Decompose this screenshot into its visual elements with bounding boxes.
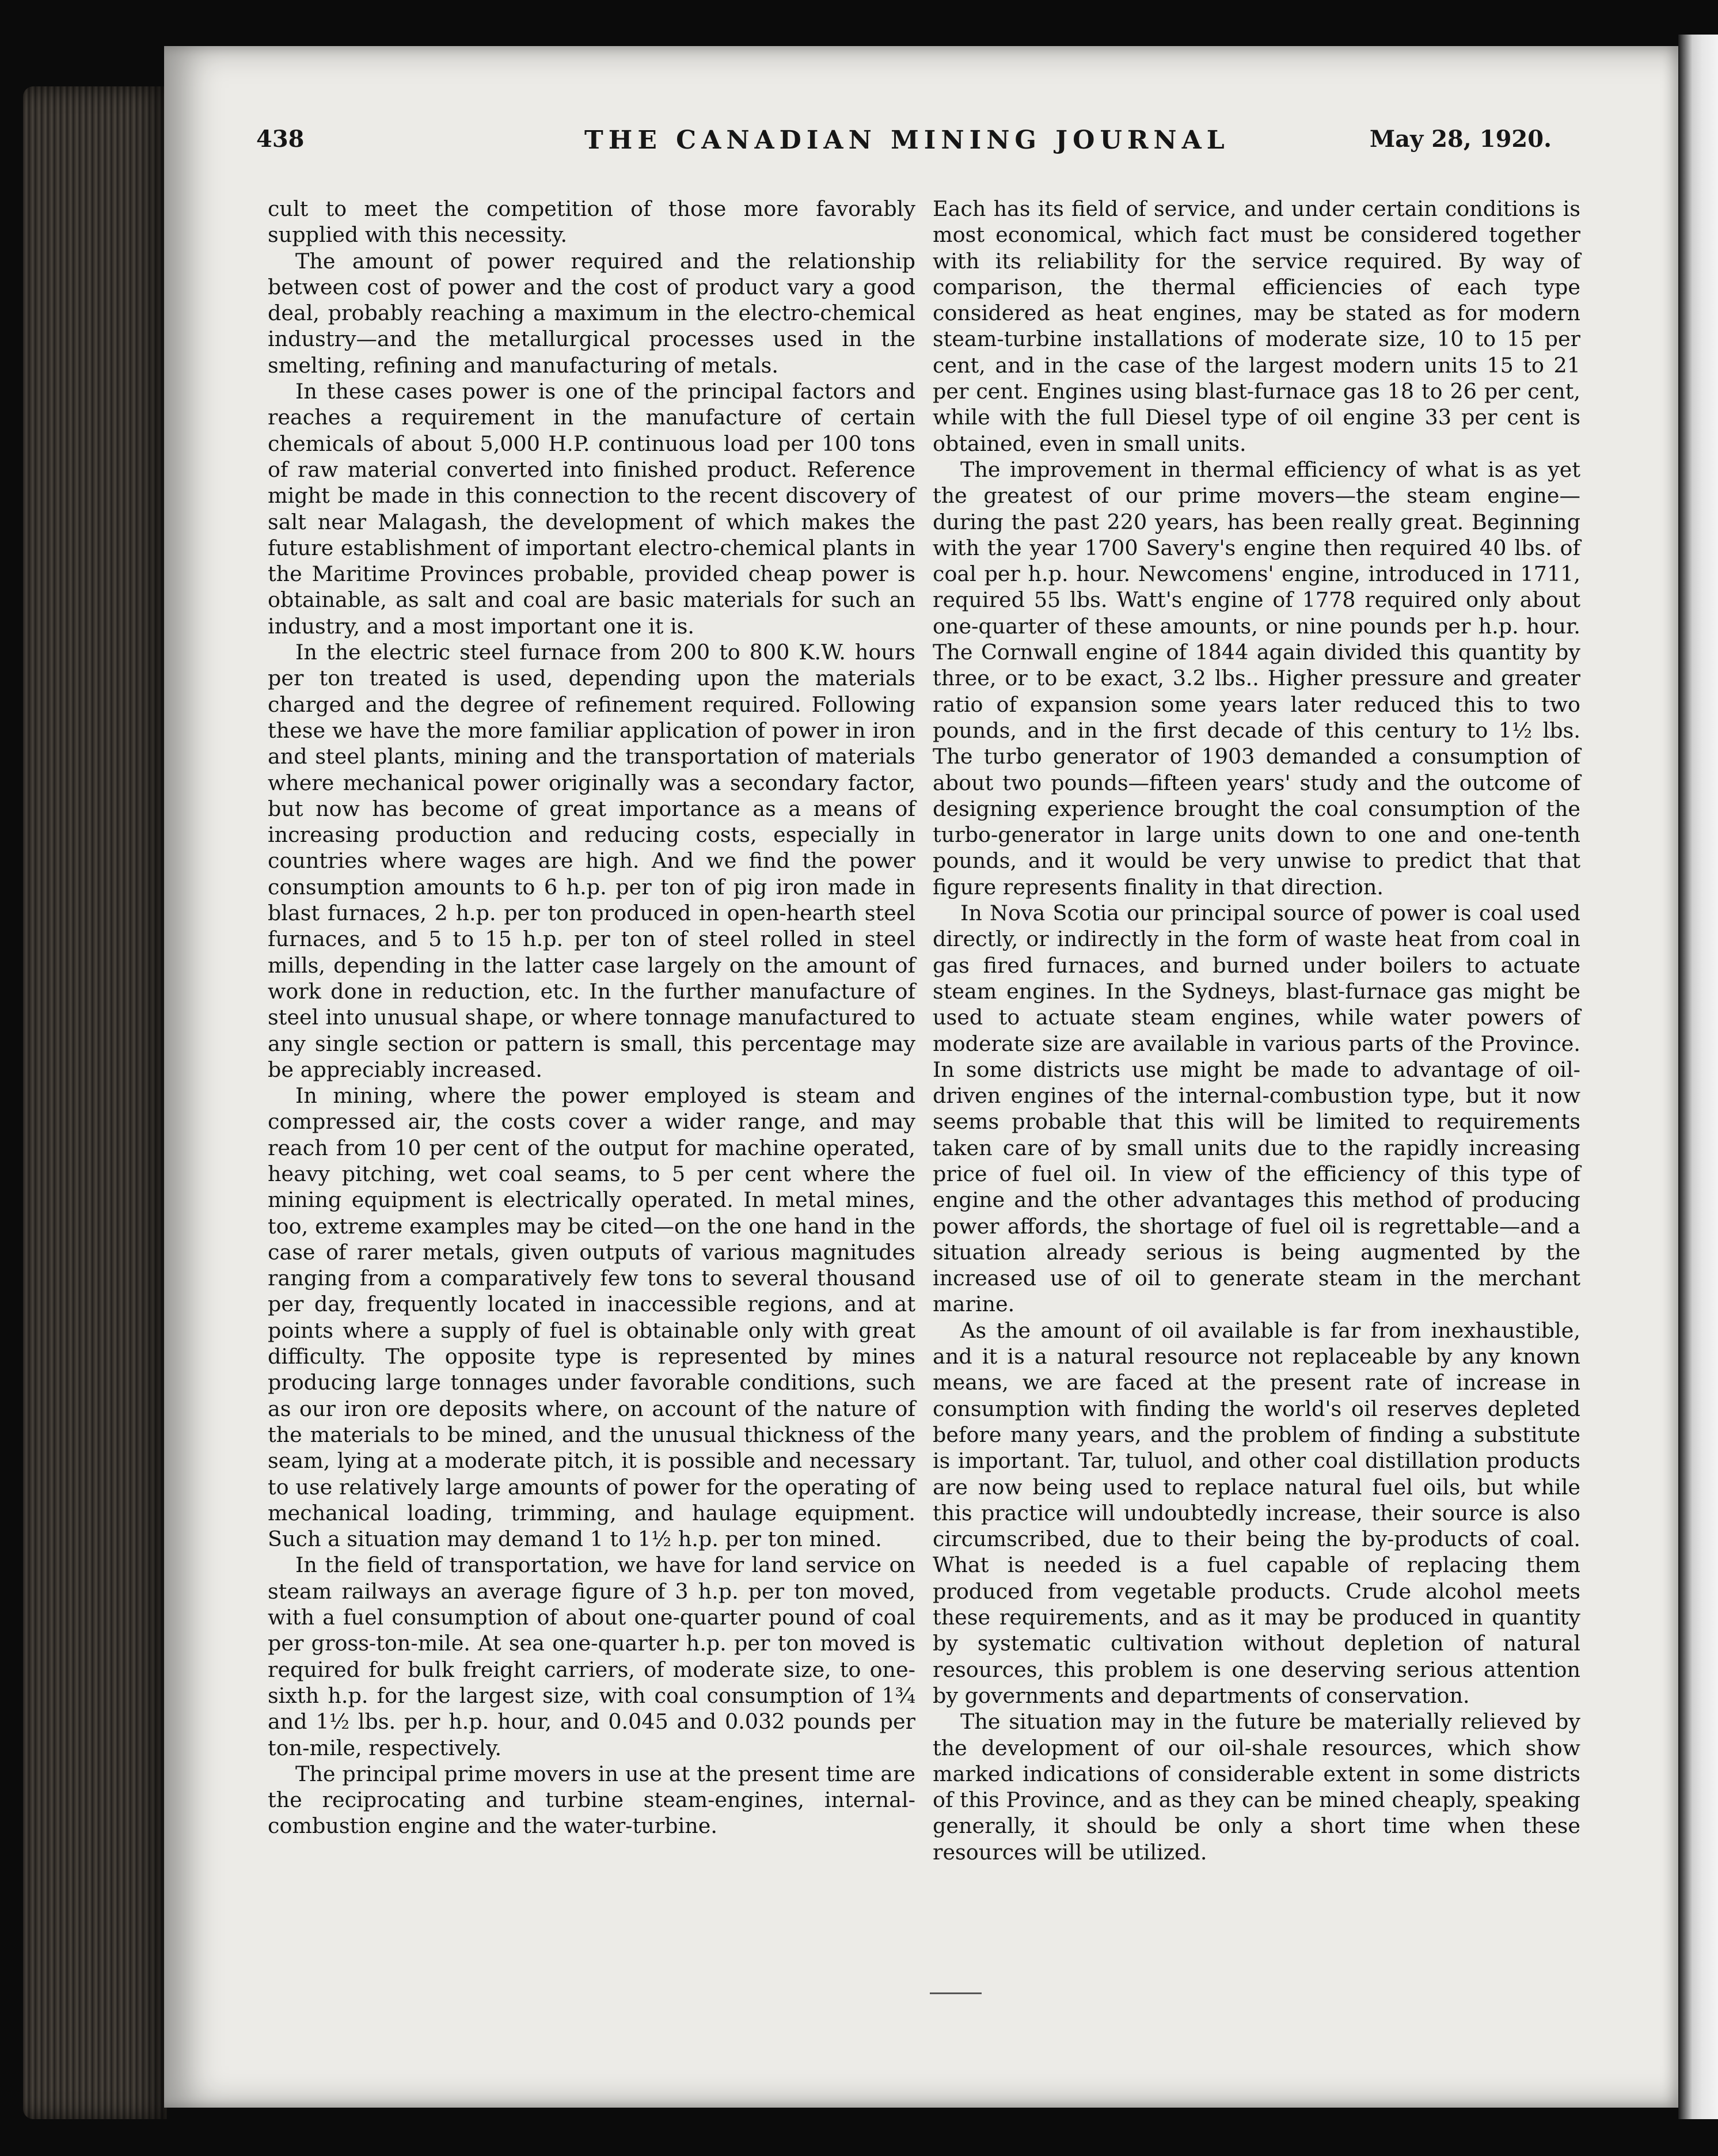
- paragraph: In Nova Scotia our principal source of power is coal used directly, or indirectly in the form of waste heat from coal in gas fired furnaces, and burned under boilers to actuate steam engines. In the Sydneys, blast-furnace gas might be used to actuate steam engines, while water powers of moderate size are available in various parts of the Province. In some districts use might be made to advantage of oil-driven engines of the internal-combustion type, but it now seems probable that this will be limited to requirements taken care of by small units due to the rapidly increasing price of fuel oil. In view of the efficiency of this type of engine and the other advantages this method of producing power affords, the shortage of fuel oil is regrettable—and a situation already serious is being augmented by the increased use of oil to generate steam in the merchant marine.: [933, 901, 1580, 1317]
- issue-date: May 28, 1920.: [1369, 126, 1552, 153]
- facing-page-edge: [1678, 35, 1718, 2119]
- paragraph: In mining, where the power employed is steam and compressed air, the costs cover a wider range, and may reach from 10 per cent of the output for machine operated, heavy pitching, wet coal seams, to 5 per cent where the mining equipment is electrically operated. In metal mines, too, extreme examples may be cited—on the one hand in the case of rarer metals, given outputs of various magnitudes ranging from a comparatively few tons to several thousand per day, frequently located in inaccessible regions, and at points where a supply of fuel is obtainable only with great difficulty. The opposite type is represented by mines producing large tonnages under favorable conditions, such as our iron ore deposits where, on account of the nature of the materials to be mined, and the unusual thickness of the seam, lying at a moderate pitch, it is possible and necessary to use relatively large amounts of power for the operating of mechanical loading, trimming, and haulage equipment. Such a situation may demand 1 to 1½ h.p. per ton mined.: [268, 1083, 915, 1552]
- book-page-edges: [23, 86, 167, 2119]
- paragraph: In these cases power is one of the principal factors and reaches a requirement in the manufacture of certain chemicals of about 5,000 H.P. continuous load per 100 tons of raw material converted into finished product. Reference might be made in this connection to the recent discovery of salt near Malagash, the development of which makes the future establishment of important electro-chemical plants in the Maritime Provinces probable, provided cheap power is obtainable, as salt and coal are basic materials for such an industry, and a most important one it is.: [268, 379, 915, 639]
- paragraph: As the amount of oil available is far from inexhaustible, and it is a natural resource not replaceable by any known means, we are faced at the present rate of increase in consumption with finding the world's oil reserves depleted before many years, and the problem of finding a substitute is important. Tar, tuluol, and other coal distillation products are now being used to replace natural fuel oils, but while this practice will undoubtedly increase, their source is also circumscribed, due to their being the by-products of coal. What is needed is a fuel capable of replacing them produced from vegetable products. Crude alcohol meets these requirements, and as it may be produced in quantity by systematic cultivation without depletion of natural resources, this problem is one deserving serious attention by governments and departments of conservation.: [933, 1318, 1580, 1708]
- page-number: 438: [256, 126, 305, 153]
- journal-title: THE CANADIAN MINING JOURNAL: [584, 126, 1230, 155]
- column-end-rule: [930, 1992, 982, 1994]
- right-column: [933, 196, 1580, 1865]
- running-head: [256, 126, 1552, 166]
- paragraph: In the field of transportation, we have for land service on steam railways an average figure of 3 h.p. per ton moved, with a fuel consumption of about one-quarter pound of coal per gross-ton-mile. At sea one-quarter h.p. per ton moved is required for bulk freight carriers, of moderate size, to one-sixth h.p. for the largest size, with coal consumption of 1¾ and 1½ lbs. per h.p. hour, and 0.045 and 0.032 pounds per ton-mile, respectively.: [268, 1553, 915, 1760]
- paragraph: In the electric steel furnace from 200 to 800 K.W. hours per ton treated is used, depending upon the materials charged and the degree of refinement required. Following these we have the more familiar application of power in iron and steel plants, mining and the transportation of materials where mechanical power originally was a secondary factor, but now has become of great importance as a means of increasing production and reducing costs, especially in countries where wages are high. And we find the power consumption amounts to 6 h.p. per ton of pig iron made in blast furnaces, 2 h.p. per ton produced in open-hearth steel furnaces, and 5 to 15 h.p. per ton of steel rolled in steel mills, depending in the latter case largely on the amount of work done in reduction, etc. In the further manufacture of steel into unusual shape, or where tonnage manufactured to any single section or pattern is small, this percentage may be appreciably increased.: [268, 640, 915, 1082]
- paragraph: cult to meet the competition of those more favorably supplied with this necessity.: [268, 196, 915, 248]
- paragraph: The situation may in the future be materially relieved by the development of our oil-shale resources, which show marked indications of considerable extent in some districts of this Province, and as they can be mined cheaply, speaking generally, it should be only a short time when these resources will be utilized.: [933, 1709, 1580, 1865]
- left-column: [268, 196, 915, 1839]
- paragraph: The improvement in thermal efficiency of what is as yet the greatest of our prime movers—the steam engine—during the past 220 years, has been really great. Beginning with the year 1700 Savery's engine then required 40 lbs. of coal per h.p. hour. Newcomens' engine, introduced in 1711, required 55 lbs. Watt's engine of 1778 required only about one-quarter of these amounts, or nine pounds per h.p. hour. The Cornwall engine of 1844 again divided this quantity by three, or to be exact, 3.2 lbs.. Higher pressure and greater ratio of expansion some years later reduced this to two pounds, and in the first decade of this century to 1½ lbs. The turbo generator of 1903 demanded a consumption of about two pounds—fifteen years' study and the outcome of designing experience brought the coal consumption of the turbo-generator in large units down to one and one-tenth pounds, and it would be very unwise to predict that that figure represents finality in that direction.: [933, 457, 1580, 899]
- paragraph: Each has its field of service, and under certain conditions is most economical, which fact must be considered together with its reliability for the service required. By way of comparison, the thermal efficiencies of each type considered as heat engines, may be stated as for modern steam-turbine installations of moderate size, 10 to 15 per cent, and in the case of the largest modern units 15 to 21 per cent. Engines using blast-furnace gas 18 to 26 per cent, while with the full Diesel type of oil engine 33 per cent is obtained, even in small units.: [933, 196, 1580, 456]
- paragraph: The principal prime movers in use at the present time are the reciprocating and turbine steam-engines, internal-combustion engine and the water-turbine.: [268, 1761, 915, 1839]
- paragraph: The amount of power required and the relationship between cost of power and the cost of product vary a good deal, probably reaching a maximum in the electro-chemical industry—and the metallurgical processes used in the smelting, refining and manufacturing of metals.: [268, 248, 915, 378]
